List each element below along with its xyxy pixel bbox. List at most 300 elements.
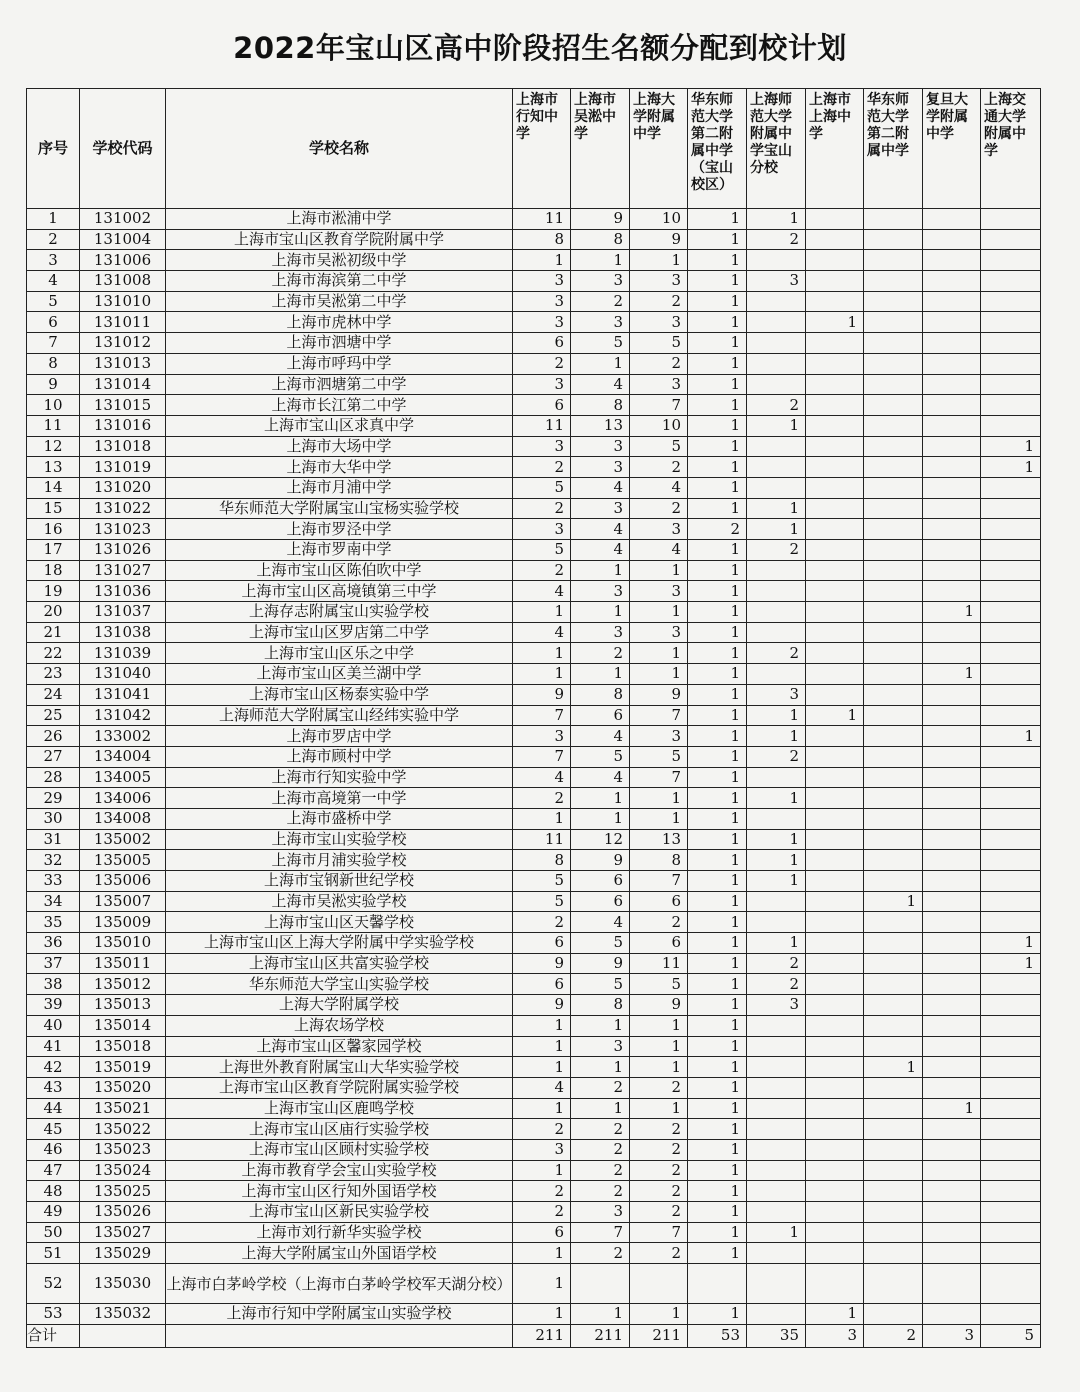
quota-cell [747,477,806,498]
code-cell: 131014 [80,374,166,395]
quota-cell [747,808,806,829]
quota-cell: 7 [630,871,688,892]
quota-cell: 1 [688,1036,747,1057]
table-row [27,477,1041,498]
quota-cell [806,1077,864,1098]
code-cell: 131023 [80,519,166,540]
table-row [27,912,1041,933]
quota-cell [923,291,981,312]
quota-cell: 3 [513,436,571,457]
school-name-cell: 上海市宝山区教育学院附属实验学校 [166,1077,513,1098]
school-name-cell: 上海市宝钢新世纪学校 [166,871,513,892]
quota-cell [864,684,923,705]
code-cell: 134006 [80,788,166,809]
table-row [27,1243,1041,1264]
quota-cell: 3 [747,271,806,292]
seq-cell: 33 [27,871,80,892]
quota-cell: 6 [513,395,571,416]
quota-cell [806,995,864,1016]
quota-cell: 2 [630,1160,688,1181]
quota-cell [923,643,981,664]
quota-cell: 5 [513,871,571,892]
quota-cell [806,1243,864,1264]
total-cell: 211 [571,1324,630,1347]
quota-cell [864,1015,923,1036]
table-row [27,250,1041,271]
quota-cell [981,560,1041,581]
seq-cell: 23 [27,664,80,685]
quota-cell: 1 [630,1057,688,1078]
quota-cell: 1 [688,1222,747,1243]
quota-cell [981,333,1041,354]
quota-cell: 2 [688,519,747,540]
quota-cell [923,540,981,561]
quota-cell: 1 [864,1057,923,1078]
quota-cell: 2 [630,1202,688,1223]
quota-cell: 8 [571,229,630,250]
quota-cell: 4 [571,767,630,788]
quota-cell [923,1160,981,1181]
table-row [27,602,1041,623]
quota-cell: 3 [571,436,630,457]
quota-cell: 8 [571,395,630,416]
table-row [27,271,1041,292]
table-row [27,1077,1041,1098]
allocation-table [26,88,1041,1348]
quota-cell: 6 [513,974,571,995]
quota-cell [981,622,1041,643]
quota-cell: 1 [630,808,688,829]
quota-cell: 7 [630,767,688,788]
seq-cell: 4 [27,271,80,292]
quota-cell [747,1119,806,1140]
quota-cell: 5 [571,933,630,954]
quota-cell [864,498,923,519]
quota-cell: 1 [688,1077,747,1098]
quota-cell [806,209,864,230]
code-cell: 131010 [80,291,166,312]
quota-cell [864,395,923,416]
quota-cell: 1 [747,850,806,871]
school-name-cell: 上海市宝山区高境镇第三中学 [166,581,513,602]
code-cell: 135024 [80,1160,166,1181]
quota-cell: 1 [688,457,747,478]
table-row [27,333,1041,354]
quota-cell [747,581,806,602]
quota-cell: 1 [981,436,1041,457]
code-cell: 131016 [80,415,166,436]
seq-cell: 3 [27,250,80,271]
quota-cell: 1 [747,871,806,892]
quota-cell [864,581,923,602]
quota-cell [981,1202,1041,1223]
quota-cell: 2 [513,1181,571,1202]
quota-cell: 1 [513,1015,571,1036]
table-row [27,726,1041,747]
school-name-cell: 上海市宝山实验学校 [166,829,513,850]
quota-cell: 5 [630,746,688,767]
quota-cell: 6 [513,1222,571,1243]
quota-cell: 1 [513,250,571,271]
school-name-cell: 上海市宝山区罗店第二中学 [166,622,513,643]
seq-cell: 13 [27,457,80,478]
quota-cell: 4 [513,581,571,602]
school-name-cell: 上海市大华中学 [166,457,513,478]
header-col-9: 上海交通大学附属中学 [981,89,1041,209]
quota-cell: 1 [688,767,747,788]
total-cell: 35 [747,1324,806,1347]
quota-cell: 1 [747,519,806,540]
table-row [27,746,1041,767]
quota-cell: 1 [688,477,747,498]
quota-cell: 5 [571,746,630,767]
seq-cell: 42 [27,1057,80,1078]
table-row [27,395,1041,416]
quota-cell [747,1139,806,1160]
seq-cell: 26 [27,726,80,747]
quota-cell: 12 [571,829,630,850]
school-name-cell: 上海市呼玛中学 [166,353,513,374]
quota-cell: 4 [513,622,571,643]
quota-cell: 1 [688,312,747,333]
school-name-cell: 上海市月浦中学 [166,477,513,498]
quota-cell [981,871,1041,892]
school-name-cell: 上海市行知中学附属宝山实验学校 [166,1304,513,1325]
quota-cell: 1 [688,891,747,912]
code-cell: 135030 [80,1264,166,1304]
quota-cell: 1 [630,1015,688,1036]
quota-cell: 2 [630,1181,688,1202]
quota-cell [864,602,923,623]
quota-cell [864,353,923,374]
quota-cell [806,1264,864,1304]
quota-cell [806,622,864,643]
quota-cell: 1 [688,540,747,561]
quota-cell [923,767,981,788]
quota-cell [806,1036,864,1057]
quota-cell [806,1119,864,1140]
quota-cell: 9 [513,953,571,974]
quota-cell: 1 [747,1222,806,1243]
quota-cell: 1 [864,891,923,912]
school-name-cell: 上海大学附属宝山外国语学校 [166,1243,513,1264]
quota-cell: 1 [513,1057,571,1078]
table-row [27,457,1041,478]
quota-cell: 4 [571,477,630,498]
quota-cell: 1 [923,1098,981,1119]
quota-cell [806,519,864,540]
quota-cell: 1 [688,1202,747,1223]
quota-cell [806,746,864,767]
code-cell: 134005 [80,767,166,788]
quota-cell: 1 [571,602,630,623]
quota-cell [747,560,806,581]
quota-cell [864,1202,923,1223]
code-cell: 131013 [80,353,166,374]
table-row [27,1264,1041,1304]
quota-cell: 2 [513,457,571,478]
quota-cell: 2 [747,746,806,767]
quota-cell [747,1036,806,1057]
quota-cell: 1 [513,1036,571,1057]
quota-cell: 2 [571,1181,630,1202]
quota-cell: 1 [688,415,747,436]
quota-cell: 9 [571,850,630,871]
code-cell: 131004 [80,229,166,250]
seq-cell: 49 [27,1202,80,1223]
quota-cell: 2 [513,1202,571,1223]
quota-cell: 1 [513,664,571,685]
quota-cell [630,1264,688,1304]
quota-cell [864,808,923,829]
quota-cell [923,1036,981,1057]
code-cell: 131019 [80,457,166,478]
quota-cell: 1 [571,808,630,829]
quota-cell: 1 [747,705,806,726]
quota-cell: 7 [630,395,688,416]
quota-cell: 1 [688,684,747,705]
quota-cell [864,291,923,312]
quota-cell: 1 [630,602,688,623]
quota-cell: 2 [513,353,571,374]
quota-cell: 2 [513,1119,571,1140]
quota-cell: 2 [630,1119,688,1140]
quota-cell: 2 [630,1139,688,1160]
seq-cell: 24 [27,684,80,705]
total-name-cell [166,1324,513,1347]
quota-cell: 3 [630,519,688,540]
seq-cell: 48 [27,1181,80,1202]
quota-cell: 10 [630,209,688,230]
quota-cell [864,953,923,974]
code-cell: 131038 [80,622,166,643]
school-name-cell: 上海大学附属学校 [166,995,513,1016]
quota-cell [747,1202,806,1223]
quota-cell [864,1264,923,1304]
seq-cell: 38 [27,974,80,995]
code-cell: 134008 [80,808,166,829]
quota-cell: 1 [981,953,1041,974]
quota-cell [864,995,923,1016]
quota-cell [806,891,864,912]
quota-cell [571,1264,630,1304]
quota-cell: 3 [513,271,571,292]
quota-cell [864,912,923,933]
quota-cell [981,602,1041,623]
quota-cell [806,581,864,602]
quota-cell [923,705,981,726]
seq-cell: 6 [27,312,80,333]
quota-cell [981,1243,1041,1264]
quota-cell: 3 [571,312,630,333]
quota-cell [806,498,864,519]
quota-cell [923,933,981,954]
school-name-cell: 上海市宝山区新民实验学校 [166,1202,513,1223]
table-row [27,291,1041,312]
quota-cell: 1 [688,705,747,726]
quota-cell: 1 [688,788,747,809]
quota-cell: 3 [571,498,630,519]
quota-cell: 2 [747,229,806,250]
total-code-cell [80,1324,166,1347]
quota-cell [864,271,923,292]
school-name-cell: 上海市宝山区天馨学校 [166,912,513,933]
quota-cell [923,953,981,974]
school-name-cell: 上海市刘行新华实验学校 [166,1222,513,1243]
quota-cell: 1 [513,1304,571,1325]
table-row [27,1202,1041,1223]
seq-cell: 12 [27,436,80,457]
quota-cell [923,229,981,250]
quota-cell [923,1181,981,1202]
quota-cell [806,602,864,623]
table-row [27,353,1041,374]
code-cell: 135022 [80,1119,166,1140]
table-row [27,1036,1041,1057]
quota-cell: 3 [571,271,630,292]
quota-cell: 3 [571,622,630,643]
table-row [27,581,1041,602]
quota-cell [981,291,1041,312]
quota-cell: 1 [688,726,747,747]
quota-cell: 1 [571,250,630,271]
quota-cell [806,829,864,850]
quota-cell: 1 [688,333,747,354]
school-name-cell: 上海市高境第一中学 [166,788,513,809]
quota-cell [806,271,864,292]
quota-cell [864,664,923,685]
table-row [27,643,1041,664]
quota-cell [747,333,806,354]
quota-cell: 1 [688,829,747,850]
quota-cell [864,250,923,271]
quota-cell: 1 [630,1036,688,1057]
quota-cell: 1 [923,664,981,685]
quota-cell: 1 [747,933,806,954]
quota-cell: 2 [571,643,630,664]
table-row [27,540,1041,561]
quota-cell [981,374,1041,395]
table-row [27,1015,1041,1036]
school-name-cell: 上海市宝山区鹿鸣学校 [166,1098,513,1119]
quota-cell: 2 [630,291,688,312]
seq-cell: 16 [27,519,80,540]
quota-cell [864,457,923,478]
quota-cell [923,1015,981,1036]
quota-cell [864,767,923,788]
school-name-cell: 上海市盛桥中学 [166,808,513,829]
code-cell: 135012 [80,974,166,995]
seq-cell: 10 [27,395,80,416]
code-cell: 131011 [80,312,166,333]
total-cell: 211 [630,1324,688,1347]
quota-cell: 3 [513,726,571,747]
quota-cell: 1 [630,1304,688,1325]
quota-cell [747,1160,806,1181]
quota-cell [864,540,923,561]
quota-cell [923,746,981,767]
table-row [27,953,1041,974]
quota-cell: 7 [513,746,571,767]
quota-cell: 13 [630,829,688,850]
quota-cell: 9 [571,209,630,230]
quota-cell [981,974,1041,995]
quota-cell [747,353,806,374]
quota-cell [923,477,981,498]
table-row [27,684,1041,705]
quota-cell [981,829,1041,850]
quota-cell [981,808,1041,829]
table-row [27,1160,1041,1181]
header-col-1: 上海市行知中学 [513,89,571,209]
quota-cell: 1 [688,209,747,230]
quota-cell [864,436,923,457]
quota-cell [981,1139,1041,1160]
code-cell: 135021 [80,1098,166,1119]
quota-cell [747,602,806,623]
quota-cell: 1 [688,229,747,250]
code-cell: 131002 [80,209,166,230]
quota-cell: 6 [571,891,630,912]
quota-cell: 1 [688,643,747,664]
quota-cell [806,1181,864,1202]
header-row [27,89,1041,209]
quota-cell: 1 [688,953,747,974]
table-row [27,850,1041,871]
quota-cell: 3 [513,1139,571,1160]
quota-cell: 1 [688,1243,747,1264]
quota-cell: 1 [747,829,806,850]
quota-cell: 1 [688,1015,747,1036]
school-name-cell: 上海农场学校 [166,1015,513,1036]
quota-cell [923,250,981,271]
quota-cell: 9 [630,684,688,705]
seq-cell: 29 [27,788,80,809]
quota-cell [923,788,981,809]
quota-cell: 6 [630,933,688,954]
quota-cell: 1 [688,912,747,933]
quota-cell [747,1304,806,1325]
table-row [27,808,1041,829]
quota-cell: 4 [571,519,630,540]
quota-cell [923,374,981,395]
quota-cell [806,477,864,498]
quota-cell: 1 [688,374,747,395]
school-name-cell: 上海市宝山区杨泰实验中学 [166,684,513,705]
quota-cell [806,974,864,995]
quota-cell: 1 [688,498,747,519]
quota-cell [806,353,864,374]
quota-cell: 1 [981,933,1041,954]
quota-cell [923,519,981,540]
quota-cell: 2 [513,560,571,581]
quota-cell [981,209,1041,230]
quota-cell: 8 [571,684,630,705]
quota-cell: 1 [747,498,806,519]
school-name-cell: 上海市月浦实验学校 [166,850,513,871]
quota-cell [806,291,864,312]
quota-cell: 1 [571,1304,630,1325]
quota-cell: 3 [513,312,571,333]
table-row [27,974,1041,995]
quota-cell [806,374,864,395]
quota-cell [747,1243,806,1264]
quota-cell [747,436,806,457]
school-name-cell: 上海市白茅岭学校（上海市白茅岭学校军天湖分校） [166,1264,513,1304]
quota-cell: 1 [688,850,747,871]
quota-cell [806,1015,864,1036]
quota-cell [747,374,806,395]
